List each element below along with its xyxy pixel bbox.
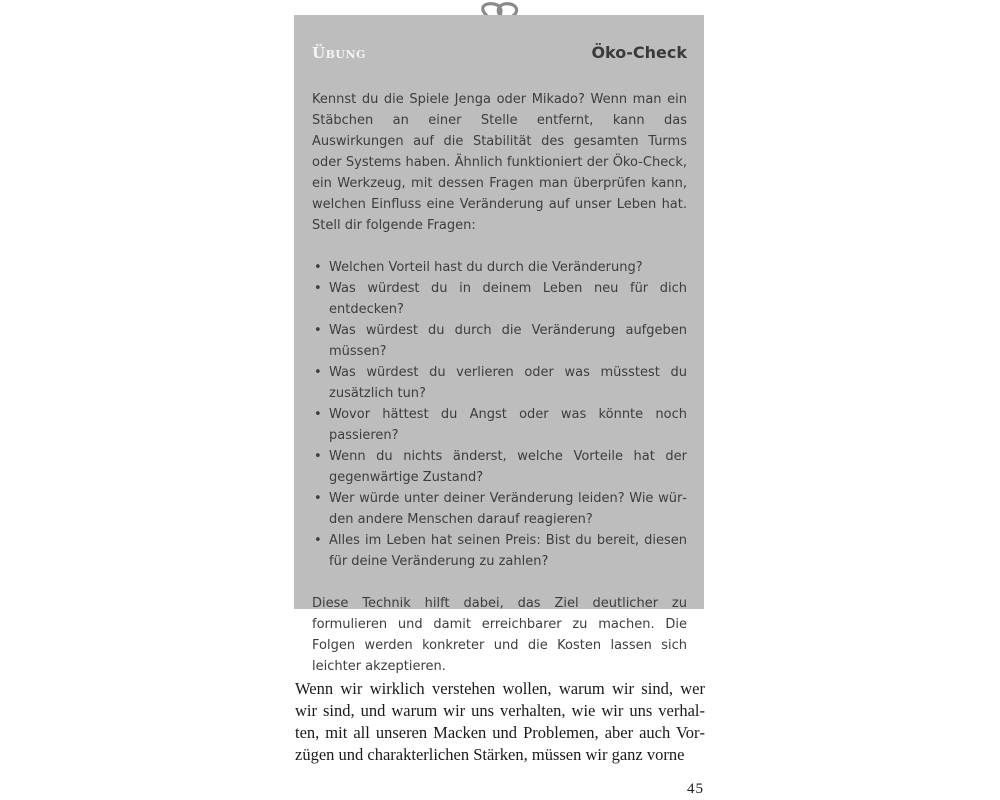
list-item [312, 257, 687, 278]
bullet-icon: • [314, 365, 322, 380]
list-item [312, 278, 687, 320]
bullet-icon: • [314, 260, 322, 275]
question-text: Was würdest du durch die Veränderung aufgeben müssen? [329, 323, 687, 359]
body-paragraph: Wenn wir wirklich verstehen wollen, warum wir sind, wer wir sind, und warum wir uns verhalten, wie wir uns verhalten, mit all unseren Macken und Problemen, aber auch Vorzügen und charakterlichen Stärken, müssen wir ganz vorne [295, 679, 705, 764]
question-list [312, 257, 687, 572]
bullet-icon: • [314, 407, 322, 422]
list-item [312, 404, 687, 446]
list-item [312, 320, 687, 362]
question-text: Alles im Leben hat seinen Preis: Bist du bereit, diesen für deine Veränderung zu zahlen? [329, 533, 687, 569]
bullet-icon: • [314, 491, 322, 506]
exercise-intro: Kennst du die Spiele Jenga oder Mikado? Wenn man ein Stäbchen an einer Stelle entfernt, kann das Auswirkungen auf die Stabilität des gesamten Turms oder Systems haben. Ähnlich funktioniert der Öko-Check, ein Werkzeug, mit dessen Fragen man überprüfen kann, welchen Einfluss eine Veränderung auf unser Leben hat. Stell dir folgende Fragen: [312, 92, 687, 233]
question-text: Wenn du nichts änderst, welche Vorteile hat der gegenwärtige Zustand? [329, 449, 687, 485]
question-text: Wovor hättest du Angst oder was könnte noch passieren? [329, 407, 687, 443]
bullet-icon: • [314, 449, 322, 464]
bullet-icon: • [314, 323, 322, 338]
exercise-title: Öko-Check [591, 43, 687, 62]
question-text: Wer würde unter deiner Veränderung leiden? Wie würden andere Menschen darauf reagieren? [329, 491, 687, 527]
list-item [312, 488, 687, 530]
exercise-header [312, 43, 687, 73]
bullet-icon: • [314, 281, 322, 296]
list-item [312, 446, 687, 488]
question-text: Was würdest du verlieren oder was müsstest du zusätzlich tun? [329, 365, 687, 401]
bullet-icon: • [314, 533, 322, 548]
exercise-kicker: Übung [312, 44, 366, 62]
list-item [312, 530, 687, 572]
exercise-box [294, 15, 704, 674]
list-item [312, 362, 687, 404]
question-text: Was würdest du in deinem Leben neu für dich entdecken? [329, 281, 687, 317]
question-text: Welchen Vorteil hast du durch die Veränderung? [329, 260, 643, 275]
page-number: 45 [687, 781, 704, 797]
exercise-outro: Diese Technik hilft dabei, das Ziel deutlicher zu formulieren und damit erreichbarer zu machen. Die Folgen werden konkreter und die Kosten lassen sich leichter akzeptieren. [312, 596, 687, 674]
